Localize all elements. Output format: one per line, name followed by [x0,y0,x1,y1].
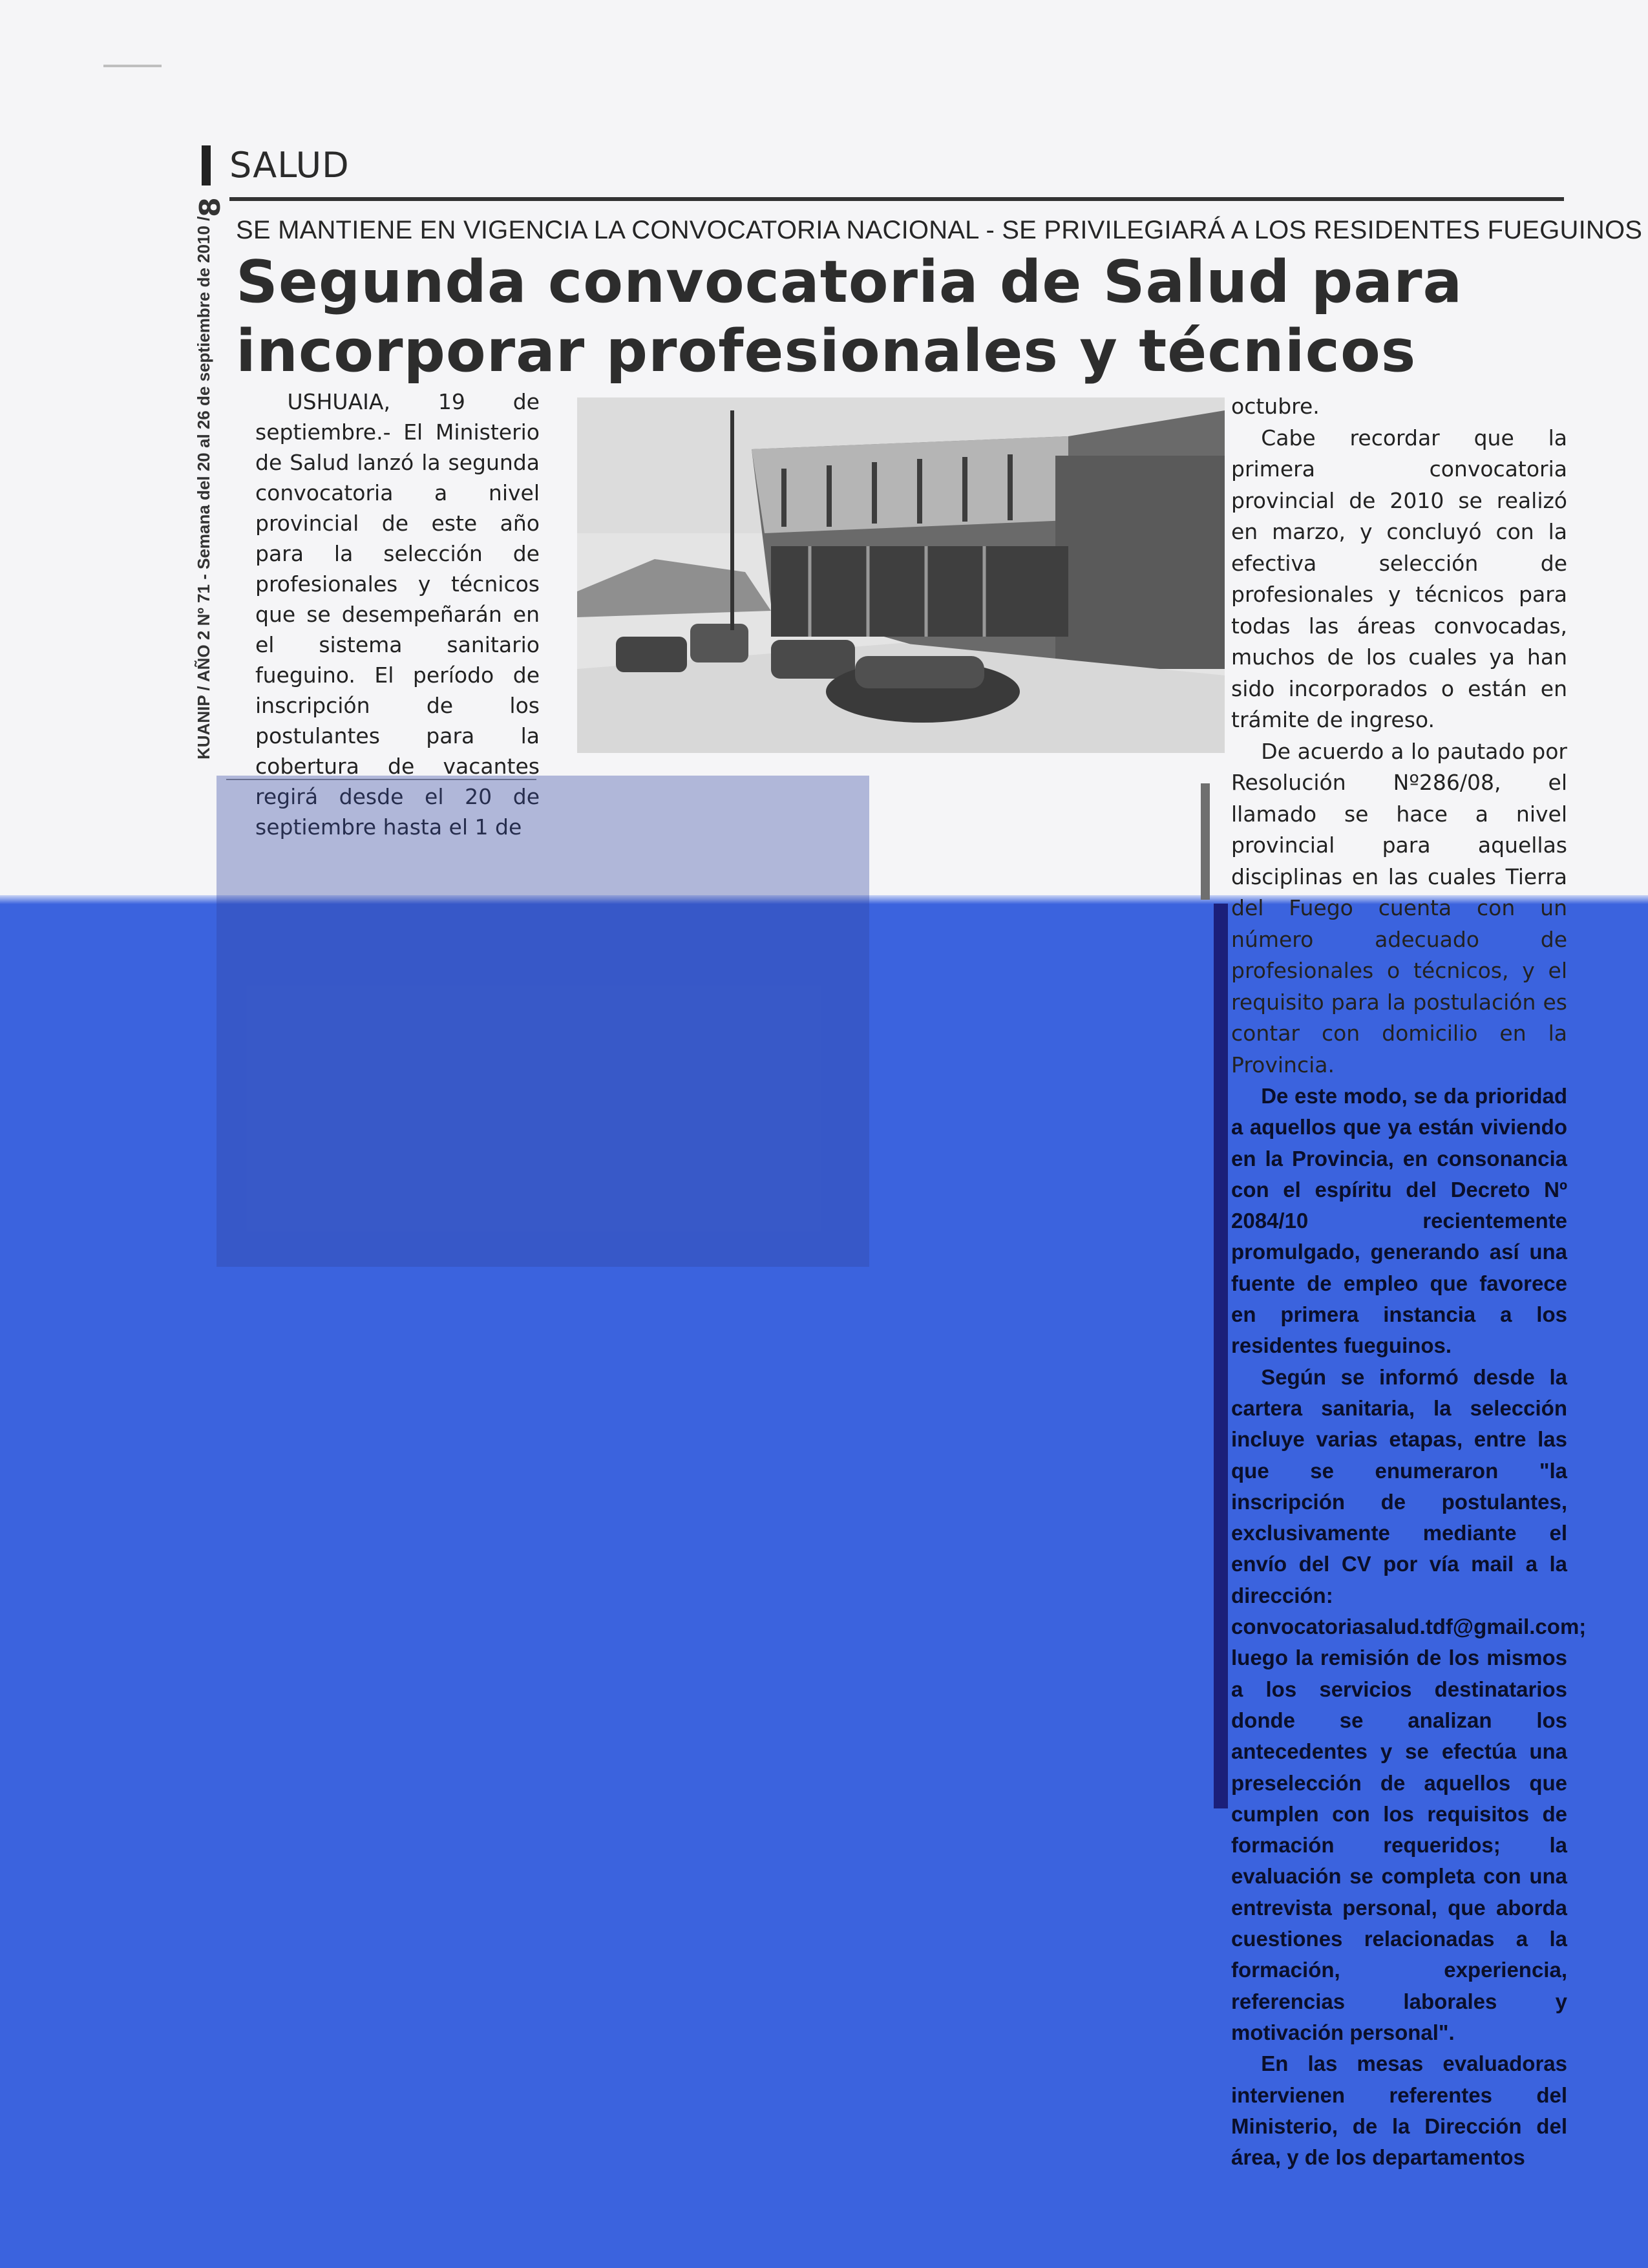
scan-mark [103,65,162,67]
paragraph-evaluators: En las mesas evaluadoras intervienen referentes del Ministerio, de la Dirección del área, y de los departamentos [1231,2051,1567,2170]
column-marker-bar-blue [1214,904,1228,1808]
header-rule [229,197,1564,201]
paragraph-first-call: Cabe recordar que la primera convocatoria provincial de 2010 se realizó en marzo, y concluyó con la efectiva selección de profesionales y técnicos para todas las áreas convocadas, muchos de los cuales ya han sido incorporados o están en trámite de ingreso. [1231,425,1567,732]
paragraph-stages: Según se informó desde la cartera sanitaria, la selección incluye varias etapas, entre las que se enumeraron "la inscripción de postulantes, exclusivamente mediante el envío del CV por vía mail a la dirección: convocatoriasalud.tdf@gmail.com; luego la remisión de los mismos a los servicios destinatarios donde se analizan los antecedentes y se efectúa una preselección de aquellos que cumplen con los requisitos de formación requeridos; la evaluación se completa con una entrevista personal, que aborda cuestiones relacionadas a la formación, experiencia, referencias laborales y motivación personal". [1231,1364,1587,2044]
paragraph-priority: De este modo, se da prioridad a aquellos que ya están viviendo en la Provincia, en consonancia con el espíritu del Decreto Nº 2084/10 recientemente promulgado, generando así una fuente de empleo que favorece en primera instancia a los residentes fueguinos. [1231,1084,1567,1358]
page-number: 8 [193,197,227,217]
bleed-through-shadow [217,776,869,1267]
kicker-line: SE MANTIENE EN VIGENCIA LA CONVOCATORIA NACIONAL - SE PRIVILEGIARÁ A LOS RESIDENTES FUEGUINOS [236,216,1643,244]
article-headline: Segunda convocatoria de Salud para incorporar profesionales y técnicos [236,248,1463,385]
photo-illustration [577,397,1225,753]
paragraph-resolution: De acuerdo a lo pautado por Resolución Nº286/08, el llamado se hace a nivel provincial para aquellas disciplinas en las cuales Tierra del Fuego cuenta con un número adecuado de profesionales o técnicos, y el requisito para la postulación es contar con domicilio en la Provincia. [1231,738,1567,1077]
section-title: SALUD [229,145,350,185]
continuation-text: octubre. [1231,394,1320,419]
article-column-1 [255,387,540,842]
hospital-building-photo [577,397,1225,753]
article-column-3 [1231,391,1587,2173]
column-marker-bar [1201,783,1210,900]
lead-paragraph: USHUAIA, 19 de septiembre.- El Ministerio de Salud lanzó la segunda convocatoria a nivel provincial de este año para la selección de profesionales y técnicos que se desempeñarán en el sistema sanitario fueguino. El período de inscripción de los postulantes para la cobertura de vacantes regirá desde el 20 de septiembre hasta el 1 de [255,389,540,840]
vertical-folio: KUANIP / AÑO 2 Nº 71 - Semana del 20 al 26 de septiembre de 2010 / [194,216,213,759]
